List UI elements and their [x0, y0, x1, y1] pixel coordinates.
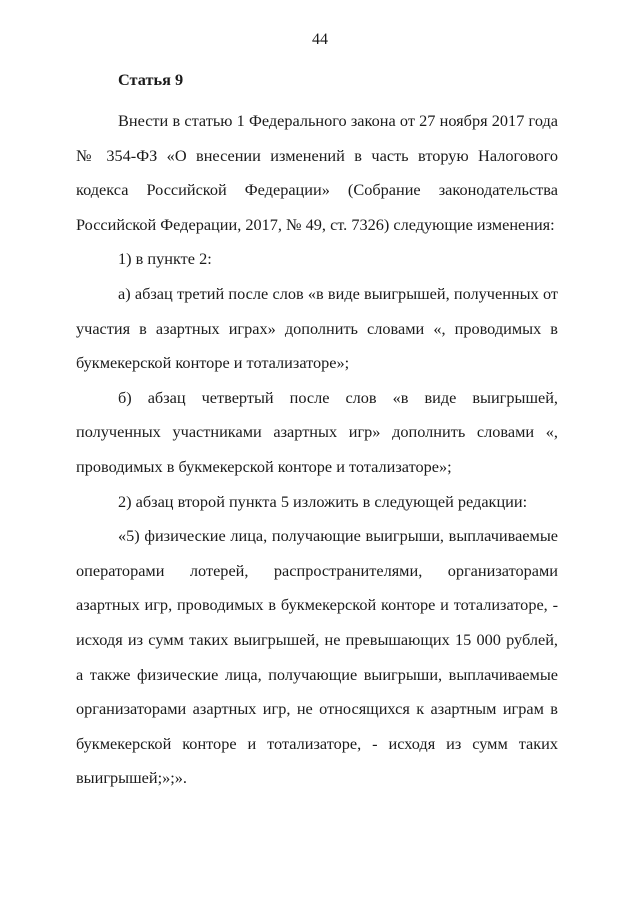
page-number: 44 [312, 31, 328, 48]
paragraph-intro: Внести в статью 1 Федерального закона от 27 ноября 2017 года № 354-ФЗ «О внесении изменений в часть вторую Налогового кодекса Российской Федерации» (Собрание законодательства Российской Федерации, 2017, № 49, ст. 7326) следующие изменения: [76, 111, 558, 234]
paragraph-item-2: 2) абзац второй пункта 5 изложить в следующей редакции: [118, 491, 528, 511]
document-body [76, 70, 558, 796]
paragraph-item-a: а) абзац третий после слов «в виде выигрышей, полученных от участия в азартных играх» дополнить словами «, проводимых в букмекерской конторе и тотализаторе»; [76, 283, 558, 373]
article-title: Статья 9 [118, 70, 184, 89]
paragraph-item-1: 1) в пункте 2: [118, 249, 212, 269]
paragraph-new-wording: «5) физические лица, получающие выигрыши, выплачиваемые операторами лотерей, распространителями, организаторами азартных игр, проводимых в букмекерской конторе и тотализаторе, - исходя из сумм таких выигрышей, не превышающих 15 000 рублей, а также физические лица, получающие выигрыши, выплачиваемые организаторами азартных игр, не относящихся к азартным играм в букмекерской конторе и тотализаторе, - исходя из сумм таких выигрышей;»;». [76, 526, 558, 788]
paragraph-item-b: б) абзац четвертый после слов «в виде выигрышей, полученных участниками азартных игр» дополнить словами «, проводимых в букмекерской конторе и тотализаторе»; [76, 387, 558, 476]
